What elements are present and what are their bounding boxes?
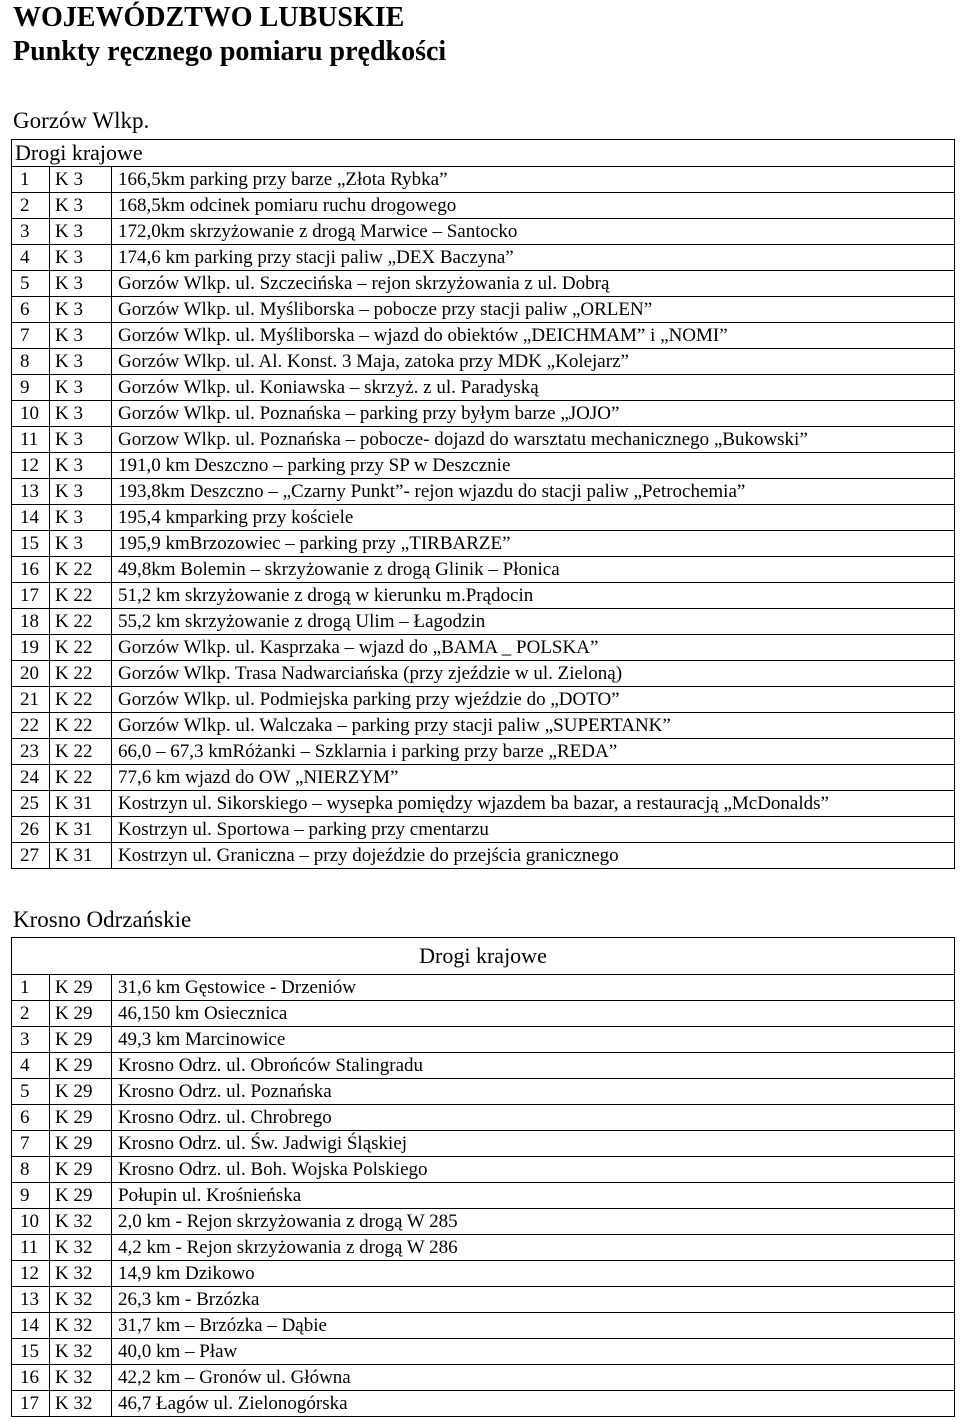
road-number: K 29	[50, 975, 112, 1001]
location-description: 191,0 km Deszczno – parking przy SP w Deszcznie	[112, 453, 955, 479]
road-number: K 3	[50, 219, 112, 245]
table-row	[12, 1079, 955, 1105]
row-number: 8	[12, 1157, 50, 1183]
road-number: K 22	[50, 635, 112, 661]
row-number: 5	[12, 271, 50, 297]
row-number: 14	[12, 505, 50, 531]
table-row	[12, 1339, 955, 1365]
table-krosno	[11, 937, 955, 1417]
row-number: 15	[12, 1339, 50, 1365]
table-row	[12, 791, 955, 817]
row-number: 3	[12, 1027, 50, 1053]
section-city-krosno: Krosno Odrzańskie	[13, 907, 192, 932]
document-title: WOJEWÓDZTWO LUBUSKIE	[13, 2, 405, 33]
table-row	[12, 1053, 955, 1079]
road-number: K 3	[50, 193, 112, 219]
row-number: 17	[12, 583, 50, 609]
row-number: 11	[12, 1235, 50, 1261]
road-number: K 3	[50, 297, 112, 323]
table-row	[12, 505, 955, 531]
road-number: K 22	[50, 739, 112, 765]
row-number: 2	[12, 193, 50, 219]
row-number: 14	[12, 1313, 50, 1339]
road-number: K 3	[50, 271, 112, 297]
row-number: 9	[12, 375, 50, 401]
table-row	[12, 245, 955, 271]
road-number: K 22	[50, 583, 112, 609]
location-description: 49,3 km Marcinowice	[112, 1027, 955, 1053]
row-number: 23	[12, 739, 50, 765]
road-number: K 3	[50, 427, 112, 453]
road-number: K 32	[50, 1209, 112, 1235]
table-row	[12, 1157, 955, 1183]
table-row	[12, 531, 955, 557]
road-number: K 3	[50, 505, 112, 531]
table-header: Drogi krajowe	[12, 140, 955, 167]
row-number: 16	[12, 1365, 50, 1391]
location-description: 193,8km Deszczno – „Czarny Punkt”- rejon wjazdu do stacji paliw „Petrochemia”	[112, 479, 955, 505]
row-number: 3	[12, 219, 50, 245]
location-description: Krosno Odrz. ul. Chrobrego	[112, 1105, 955, 1131]
row-number: 25	[12, 791, 50, 817]
location-description: 14,9 km Dzikowo	[112, 1261, 955, 1287]
road-number: K 29	[50, 1183, 112, 1209]
road-number: K 22	[50, 765, 112, 791]
location-description: Gorzów Wlkp. ul. Poznańska – parking przy byłym barze „JOJO”	[112, 401, 955, 427]
location-description: Krosno Odrz. ul. Boh. Wojska Polskiego	[112, 1157, 955, 1183]
row-number: 18	[12, 609, 50, 635]
row-number: 13	[12, 479, 50, 505]
location-description: 46,7 Łagów ul. Zielonogórska	[112, 1391, 955, 1417]
location-description: 31,6 km Gęstowice - Drzeniów	[112, 975, 955, 1001]
location-description: Gorzów Wlkp. ul. Podmiejska parking przy wjeździe do „DOTO”	[112, 687, 955, 713]
row-number: 12	[12, 453, 50, 479]
row-number: 26	[12, 817, 50, 843]
row-number: 10	[12, 1209, 50, 1235]
row-number: 2	[12, 1001, 50, 1027]
location-description: Gorzów Wlkp. Trasa Nadwarciańska (przy zjeździe w ul. Zieloną)	[112, 661, 955, 687]
document-subtitle: Punkty ręcznego pomiaru prędkości	[13, 36, 447, 67]
row-number: 12	[12, 1261, 50, 1287]
road-number: K 29	[50, 1157, 112, 1183]
table-row	[12, 1183, 955, 1209]
road-number: K 32	[50, 1339, 112, 1365]
table-row	[12, 401, 955, 427]
row-number: 15	[12, 531, 50, 557]
road-number: K 3	[50, 375, 112, 401]
row-number: 9	[12, 1183, 50, 1209]
location-description: Gorzów Wlkp. ul. Kasprzaka – wjazd do „BAMA _ POLSKA”	[112, 635, 955, 661]
table-row	[12, 323, 955, 349]
table-row	[12, 609, 955, 635]
location-description: 46,150 km Osiecznica	[112, 1001, 955, 1027]
location-description: 166,5km parking przy barze „Złota Rybka”	[112, 167, 955, 193]
table-row	[12, 739, 955, 765]
row-number: 24	[12, 765, 50, 791]
road-number: K 22	[50, 557, 112, 583]
location-description: 77,6 km wjazd do OW „NIERZYM”	[112, 765, 955, 791]
road-number: K 29	[50, 1079, 112, 1105]
table-row	[12, 583, 955, 609]
table-row	[12, 817, 955, 843]
table-row	[12, 1261, 955, 1287]
location-description: Gorzów Wlkp. ul. Myśliborska – wjazd do obiektów „DEICHMAM” i „NOMI”	[112, 323, 955, 349]
road-number: K 3	[50, 453, 112, 479]
row-number: 22	[12, 713, 50, 739]
location-description: 168,5km odcinek pomiaru ruchu drogowego	[112, 193, 955, 219]
location-description: Krosno Odrz. ul. Św. Jadwigi Śląskiej	[112, 1131, 955, 1157]
table-row	[12, 975, 955, 1001]
road-number: K 29	[50, 1027, 112, 1053]
road-number: K 22	[50, 661, 112, 687]
location-description: Gorzów Wlkp. ul. Walczaka – parking przy stacji paliw „SUPERTANK”	[112, 713, 955, 739]
location-description: Gorzow Wlkp. ul. Poznańska – pobocze- dojazd do warsztatu mechanicznego „Bukowski”	[112, 427, 955, 453]
table-row	[12, 375, 955, 401]
section-city-gorzow: Gorzów Wlkp.	[13, 108, 150, 133]
row-number: 7	[12, 323, 50, 349]
road-number: K 32	[50, 1261, 112, 1287]
location-description: 42,2 km – Gronów ul. Główna	[112, 1365, 955, 1391]
road-number: K 32	[50, 1365, 112, 1391]
row-number: 5	[12, 1079, 50, 1105]
road-number: K 3	[50, 401, 112, 427]
table-header: Drogi krajowe	[12, 938, 955, 975]
row-number: 8	[12, 349, 50, 375]
location-description: 174,6 km parking przy stacji paliw „DEX Baczyna”	[112, 245, 955, 271]
location-description: 172,0km skrzyżowanie z drogą Marwice – Santocko	[112, 219, 955, 245]
table-row	[12, 661, 955, 687]
road-number: K 32	[50, 1391, 112, 1417]
location-description: Gorzów Wlkp. ul. Szczecińska – rejon skrzyżowania z ul. Dobrą	[112, 271, 955, 297]
road-number: K 3	[50, 167, 112, 193]
road-number: K 3	[50, 245, 112, 271]
row-number: 6	[12, 297, 50, 323]
location-description: 2,0 km - Rejon skrzyżowania z drogą W 285	[112, 1209, 955, 1235]
table-row	[12, 1365, 955, 1391]
row-number: 6	[12, 1105, 50, 1131]
table-row	[12, 1105, 955, 1131]
location-description: 51,2 km skrzyżowanie z drogą w kierunku m.Prądocin	[112, 583, 955, 609]
table-row	[12, 349, 955, 375]
row-number: 11	[12, 427, 50, 453]
row-number: 10	[12, 401, 50, 427]
location-description: Kostrzyn ul. Sikorskiego – wysepka pomiędzy wjazdem ba bazar, a restauracją „McDonalds”	[112, 791, 955, 817]
row-number: 13	[12, 1287, 50, 1313]
road-number: K 32	[50, 1313, 112, 1339]
road-number: K 22	[50, 609, 112, 635]
location-description: 4,2 km - Rejon skrzyżowania z drogą W 286	[112, 1235, 955, 1261]
table-row	[12, 427, 955, 453]
location-description: 40,0 km – Pław	[112, 1339, 955, 1365]
road-number: K 32	[50, 1235, 112, 1261]
table-row	[12, 1313, 955, 1339]
location-description: 195,4 kmparking przy kościele	[112, 505, 955, 531]
row-number: 16	[12, 557, 50, 583]
road-number: K 31	[50, 817, 112, 843]
row-number: 4	[12, 1053, 50, 1079]
table-row	[12, 1287, 955, 1313]
table-row	[12, 1235, 955, 1261]
location-description: 55,2 km skrzyżowanie z drogą Ulim – Łagodzin	[112, 609, 955, 635]
location-description: Gorzów Wlkp. ul. Al. Konst. 3 Maja, zatoka przy MDK „Kolejarz”	[112, 349, 955, 375]
road-number: K 3	[50, 479, 112, 505]
table-row	[12, 1001, 955, 1027]
road-number: K 31	[50, 791, 112, 817]
road-number: K 3	[50, 323, 112, 349]
table-row	[12, 219, 955, 245]
road-number: K 29	[50, 1001, 112, 1027]
location-description: 66,0 – 67,3 kmRóżanki – Szklarnia i parking przy barze „REDA”	[112, 739, 955, 765]
row-number: 17	[12, 1391, 50, 1417]
table-row	[12, 167, 955, 193]
road-number: K 29	[50, 1053, 112, 1079]
table-row	[12, 557, 955, 583]
table-row	[12, 687, 955, 713]
row-number: 20	[12, 661, 50, 687]
location-description: Gorzów Wlkp. ul. Myśliborska – pobocze przy stacji paliw „ORLEN”	[112, 297, 955, 323]
road-number: K 32	[50, 1287, 112, 1313]
table-row	[12, 1131, 955, 1157]
table-row	[12, 479, 955, 505]
row-number: 21	[12, 687, 50, 713]
location-description: Krosno Odrz. ul. Obrońców Stalingradu	[112, 1053, 955, 1079]
road-number: K 31	[50, 843, 112, 869]
row-number: 4	[12, 245, 50, 271]
location-description: 49,8km Bolemin – skrzyżowanie z drogą Glinik – Płonica	[112, 557, 955, 583]
row-number: 1	[12, 975, 50, 1001]
table-row	[12, 193, 955, 219]
table-row	[12, 1027, 955, 1053]
location-description: Połupin ul. Krośnieńska	[112, 1183, 955, 1209]
table-gorzow	[11, 139, 955, 869]
table-row	[12, 1391, 955, 1417]
table-row	[12, 765, 955, 791]
road-number: K 29	[50, 1131, 112, 1157]
table-row	[12, 271, 955, 297]
row-number: 1	[12, 167, 50, 193]
location-description: Kostrzyn ul. Graniczna – przy dojeździe do przejścia granicznego	[112, 843, 955, 869]
table-row	[12, 713, 955, 739]
location-description: 31,7 km – Brzózka – Dąbie	[112, 1313, 955, 1339]
table-row	[12, 453, 955, 479]
road-number: K 3	[50, 531, 112, 557]
row-number: 27	[12, 843, 50, 869]
road-number: K 22	[50, 713, 112, 739]
location-description: Gorzów Wlkp. ul. Koniawska – skrzyż. z ul. Paradyską	[112, 375, 955, 401]
row-number: 19	[12, 635, 50, 661]
location-description: Kostrzyn ul. Sportowa – parking przy cmentarzu	[112, 817, 955, 843]
road-number: K 3	[50, 349, 112, 375]
location-description: 26,3 km - Brzózka	[112, 1287, 955, 1313]
table-row	[12, 297, 955, 323]
location-description: 195,9 kmBrzozowiec – parking przy „TIRBARZE”	[112, 531, 955, 557]
table-row	[12, 1209, 955, 1235]
row-number: 7	[12, 1131, 50, 1157]
road-number: K 29	[50, 1105, 112, 1131]
location-description: Krosno Odrz. ul. Poznańska	[112, 1079, 955, 1105]
road-number: K 22	[50, 687, 112, 713]
table-row	[12, 843, 955, 869]
table-row	[12, 635, 955, 661]
